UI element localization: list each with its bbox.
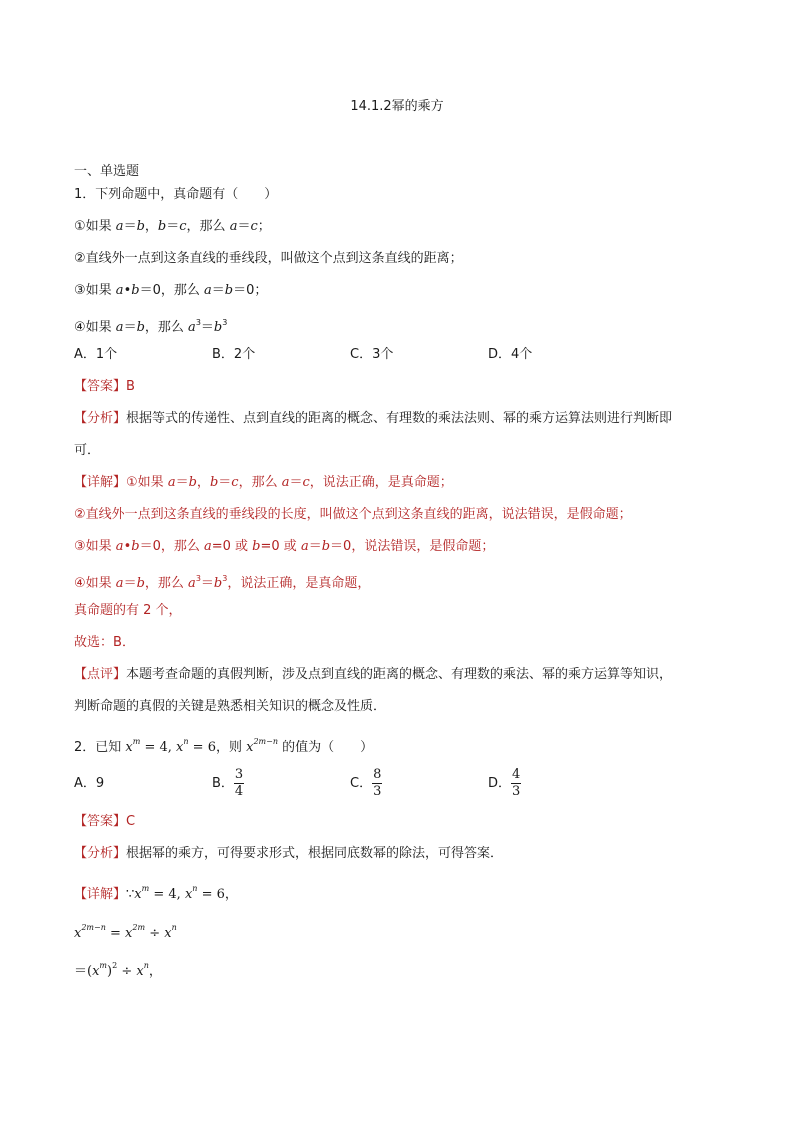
q1-detail-3: ③如果 a•b＝0，那么 a=0 或 b=0 或 a＝b＝0，说法错误，是假命题； bbox=[74, 539, 495, 554]
q1-analysis: 【分析】根据等式的传递性、点到直线的距离的概念、有理数的乘法法则、幂的乘方运算法则进行判断即 bbox=[74, 411, 673, 426]
q1-stem: 1．下列命题中，真命题有（ ） bbox=[74, 187, 278, 202]
q2-option-d: D． $\frac{4}{3}$ bbox=[488, 767, 521, 799]
q1-option-d: D．4个 bbox=[488, 347, 533, 362]
fraction-b: $\frac{3}{4}$ bbox=[234, 767, 244, 799]
q2-step-1: $x^{2m-n} = x^{2m} \div x^n$ bbox=[74, 923, 177, 941]
q1-answer: 【答案】B bbox=[74, 379, 135, 394]
q1-statement-3: ③如果 a•b＝0，那么 a＝b＝0； bbox=[74, 283, 268, 298]
q1-detail-4: ④如果 a＝b，那么 $a^3=b^3$，说法正确，是真命题， bbox=[74, 574, 371, 591]
q1-option-c: C．3个 bbox=[350, 347, 394, 362]
q2-analysis: 【分析】根据幂的乘方，可得要求形式，根据同底数幂的除法，可得答案． bbox=[74, 846, 504, 861]
q2-option-b: B． $\frac{3}{4}$ bbox=[212, 767, 244, 799]
q1-option-b: B．2个 bbox=[212, 347, 256, 362]
q1-analysis-cont: 可． bbox=[74, 443, 101, 458]
q2-option-a: A．9 bbox=[74, 776, 105, 791]
q1-option-a: A．1个 bbox=[74, 347, 118, 362]
q1-comment: 【点评】本题考查命题的真假判断，涉及点到直线的距离的概念、有理数的乘法、幂的乘方运算等知识， bbox=[74, 667, 673, 682]
q2-detail: 【详解】$\because x^m = 4$, $x^n = 6$， bbox=[74, 884, 238, 902]
q1-comment-cont: 判断命题的真假的关键是熟悉相关知识的概念及性质． bbox=[74, 699, 387, 714]
q1-detail-1: 【详解】①如果 a＝b，b＝c，那么 a＝c，说法正确，是真命题； bbox=[74, 475, 453, 490]
q2-step-2: $=(x^m)^2 \div x^n$， bbox=[74, 961, 162, 979]
fraction-d: $\frac{4}{3}$ bbox=[512, 767, 521, 799]
q2-answer: 【答案】C bbox=[74, 814, 136, 829]
q1-detail-2: ②直线外一点到这条直线的垂线段的长度，叫做这个点到这条直线的距离，说法错误，是假命题； bbox=[74, 507, 632, 522]
q2-stem: 2．已知 $x^m = 4$, $x^n = 6$，则 $x^{2m-n}$ 的值为（ ） bbox=[74, 737, 374, 755]
q1-statement-4: ④如果 a＝b，那么 $a^3=b^3$ bbox=[74, 318, 228, 335]
q1-detail-6: 故选：B． bbox=[74, 635, 135, 650]
q1-statement-1: ①如果 a＝b，b＝c，那么 a＝c； bbox=[74, 219, 271, 234]
section-heading: 一、单选题 bbox=[74, 164, 140, 179]
page-title: 14.1.2幂的乘方 bbox=[350, 99, 444, 114]
q1-detail-5: 真命题的有 2 个， bbox=[74, 603, 182, 618]
q2-option-c: C． $\frac{8}{3}$ bbox=[350, 767, 382, 799]
q1-statement-2: ②直线外一点到这条直线的垂线段，叫做这个点到这条直线的距离； bbox=[74, 251, 463, 266]
fraction-c: $\frac{8}{3}$ bbox=[373, 767, 382, 799]
